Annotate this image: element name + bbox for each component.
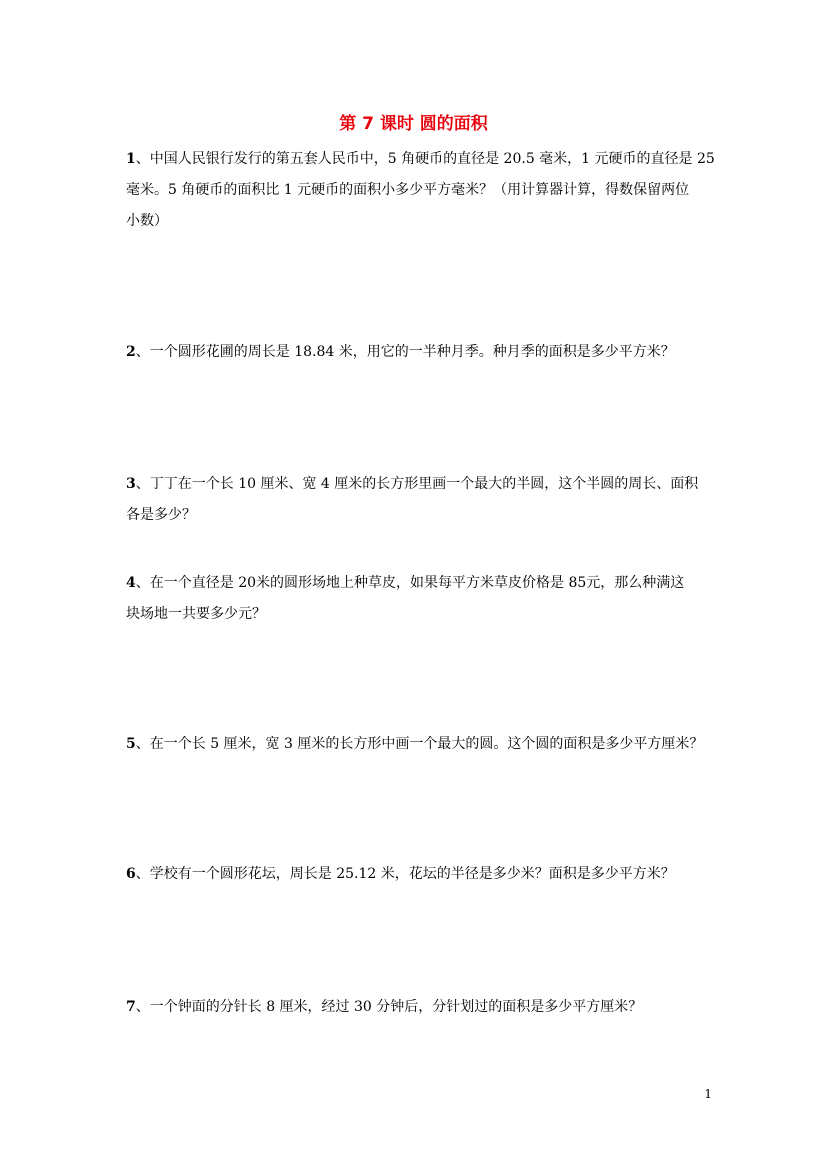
question-6 [126,859,708,890]
page-title: 第 7 课时 圆的面积 [339,114,488,134]
question-text: 各是多少？ [126,507,196,523]
question-line [126,337,708,368]
question-number: 4 [126,575,136,591]
question-number: 6 [126,866,136,882]
page-number: 1 [704,1087,712,1101]
question-text: 、中国人民银行发行的第五套人民币中，5 角硬币的直径是 20.5 毫米，1 元硬币的直径是 25 [135,151,715,167]
question-line [126,144,715,175]
question-text: 、在一个长 5 厘米，宽 3 厘米的长方形中画一个最大的圆。这个圆的面积是多少平方厘米？ [135,736,704,752]
question-3 [126,469,708,531]
question-text: 、一个圆形花圃的周长是 18.84 米，用它的一半种月季。种月季的面积是多少平方米？ [135,344,675,360]
question-text: 、在一个直径是 20米的圆形场地上种草皮，如果每平方米草皮价格是 85元，那么种满这 [135,575,685,591]
question-text: 、一个钟面的分针长 8 厘米，经过 30 分钟后，分针划过的面积是多少平方厘米？ [135,999,643,1015]
question-number: 1 [126,151,136,167]
question-text: 、丁丁在一个长 10 厘米、宽 4 厘米的长方形里画一个最大的半圆，这个半圆的周长、面积 [135,476,699,492]
question-7 [126,992,708,1023]
question-text: 、学校有一个圆形花坛，周长是 25.12 米，花坛的半径是多少米？面积是多少平方米？ [135,866,675,882]
question-5 [126,729,708,760]
question-text: 毫米。5 角硬币的面积比 1 元硬币的面积小多少平方毫米？（用计算器计算，得数保留两位 [126,182,690,198]
question-number: 5 [126,736,136,752]
question-4 [126,568,708,630]
question-line [126,992,708,1023]
question-2 [126,337,708,368]
question-text: 小数） [126,213,168,229]
question-line [126,729,708,760]
question-number: 7 [126,999,136,1015]
question-number: 3 [126,476,136,492]
question-line [126,859,708,890]
question-text: 块场地一共要多少元？ [126,606,266,622]
question-1 [126,144,715,237]
question-number: 2 [126,344,136,360]
question-line [126,568,708,599]
question-line [126,469,708,500]
